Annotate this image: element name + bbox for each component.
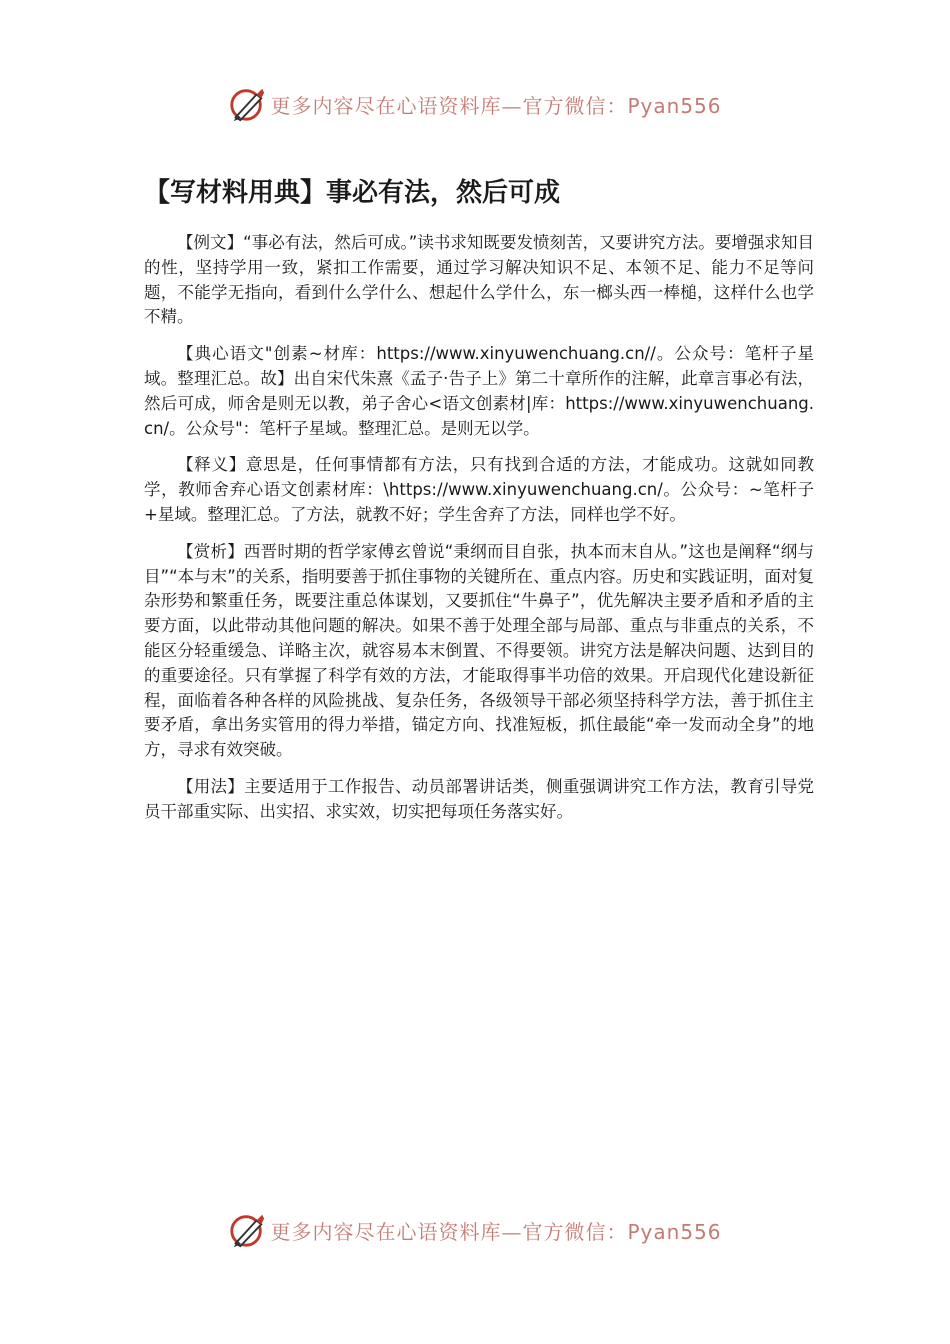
paragraph-meaning: 【释义】意思是，任何事情都有方法，只有找到合适的方法，才能成功。这就如同教学，教师舍弃心语文创素材库：\https://www.xinyuwenchuang.cn/。公众号：~笔杆子+星域。整理汇总。了方法，就教不好；学生舍弃了方法，同样也学不好。 [144, 455, 814, 524]
paragraph-usage: 【用法】主要适用于工作报告、动员部署讲话类，侧重强调讲究工作方法，教育引导党员干部重实际、出实招、求实效，切实把每项任务落实好。 [144, 776, 814, 821]
header-banner-text: 更多内容尽在心语资料库—官方微信：Pyan556 [270, 93, 722, 118]
paragraph-appreciation: 【赏析】西晋时期的哲学家傅玄曾说“秉纲而目自张，执本而末自从。”这也是阐释“纲与目”“本与末”的关系，指明要善于抓住事物的关键所在、重点内容。历史和实践证明，面对复杂形势和繁重任务，既要注重总体谋划，又要抓住“牛鼻子”，优先解决主要矛盾和矛盾的主要方面，以此带动其他问题的解决。如果不善于处理全部与局部、重点与非重点的关系，不能区分轻重缓急、详略主次，就容易本末倒置、不得要领。讲究方法是解决问题、达到目的的重要途径。只有掌握了科学有效的方法，才能取得事半功倍的效果。开启现代化建设新征程，面临着各种各样的风险挑战、复杂任务，各级领导干部必须坚持科学方法，善于抓住主要矛盾，拿出务实管用的得力举措，锚定方向、找准短板，抓住最能“牵一发而动全身”的地方，寻求有效突破。 [144, 541, 814, 760]
header-banner [0, 82, 950, 126]
footer-banner [0, 1208, 950, 1252]
paragraph-example: 【例文】“事必有法，然后可成。”读书求知既要发愤刻苦，又要讲究方法。要增强求知目的性，坚持学用一致，紧扣工作需要，通过学习解决知识不足、本领不足、能力不足等问题，不能学无指向，看到什么学什么、想起什么学什么，东一榔头西一棒槌，这样什么也学不精。 [144, 233, 814, 327]
pen-nib-logo-icon [228, 85, 266, 123]
article-title: 【写材料用典】事必有法，然后可成 [144, 178, 561, 208]
footer-banner-text: 更多内容尽在心语资料库—官方微信：Pyan556 [270, 1219, 722, 1244]
paragraph-source: 【典心语文"创素~材库：https://www.xinyuwenchuang.cn//。公众号：笔杆子星域。整理汇总。故】出自宋代朱熹《孟子·告子上》第二十章所作的注解，此章言事必有法，然后可成，师舍是则无以教，弟子舍心<语文创素材|库：https://www.xinyuwenchuang.cn/。公众号"：笔杆子星域。整理汇总。是则无以学。 [144, 344, 814, 438]
pen-nib-logo-icon [228, 1211, 266, 1249]
article [144, 172, 814, 837]
header-wechat-id: Pyan556 [627, 93, 722, 118]
footer-wechat-id: Pyan556 [627, 1219, 722, 1244]
